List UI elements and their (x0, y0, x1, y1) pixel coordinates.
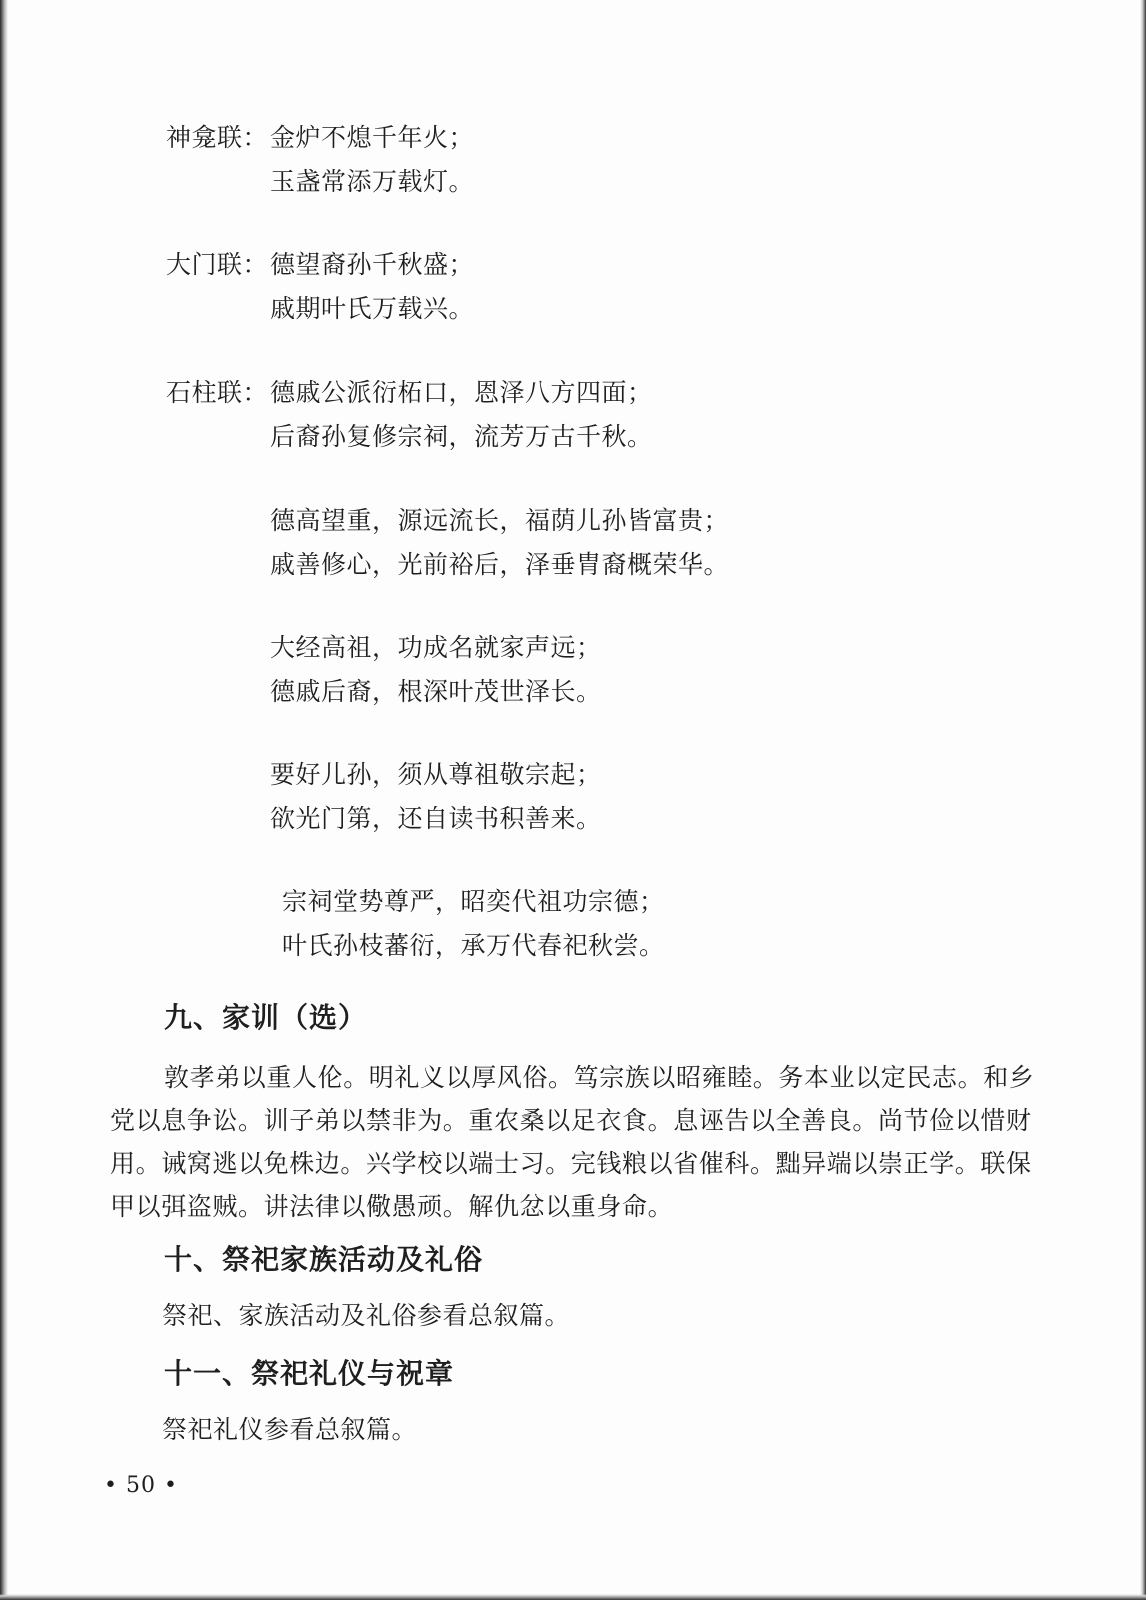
couplet-extra-3-line1: 要好儿孙，须从尊祖敬宗起； (270, 760, 602, 789)
scan-edge-left (0, 0, 8, 1600)
section-heading-jisi-huodong: 十、祭祀家族活动及礼俗 (164, 1243, 484, 1276)
section-heading-jisi-liyi: 十一、祭祀礼仪与祝章 (164, 1357, 455, 1390)
couplet-extra-3-line2: 欲光门第，还自读书积善来。 (270, 804, 602, 833)
couplet-extra-1-line1: 德高望重，源远流长，福荫儿孙皆富贵； (270, 506, 730, 535)
page-number: • 50 • (104, 1473, 178, 1498)
couplet-label: 大门联： (166, 250, 269, 279)
section-body-jisi-huodong: 祭祀、家族活动及礼俗参看总叙篇。 (162, 1301, 571, 1330)
couplet-label: 石柱联： (166, 378, 269, 407)
couplet-extra-4-line2: 叶氏孙枝蕃衍，承万代春祀秋尝。 (282, 931, 665, 960)
couplet-shizhu-line1 (166, 377, 653, 409)
couplet-extra-4-line1: 宗祠堂势尊严，昭奕代祖功宗德； (282, 887, 665, 916)
section-body-jiaxun: 敦孝弟以重人伦。明礼义以厚风俗。笃宗族以昭雍睦。务本业以定民志。和乡党以息争讼。训子弟以禁非为。重农桑以足衣食。息诬告以全善良。尚节俭以惜财用。诫窝逃以免株边。兴学校以端士习。完钱粮以省催科。黜异端以崇正学。联保甲以弭盗贼。讲法律以儆愚顽。解仇忿以重身命。 (110, 1063, 1035, 1221)
scan-edge-right (1140, 0, 1146, 1600)
couplet-extra-2-line2: 德戚后裔，根深叶茂世泽长。 (270, 677, 602, 706)
couplet-extra-2-line1: 大经高祖，功成名就家声远； (270, 633, 602, 662)
couplet-extra-1-line2: 戚善修心，光前裕后，泽垂胄裔概荣华。 (270, 550, 730, 579)
couplet-label: 神龛联： (166, 123, 269, 152)
couplet-damen-line1 (166, 249, 474, 281)
section-body-jisi-liyi: 祭祀礼仪参看总叙篇。 (162, 1415, 418, 1444)
couplet-text: 德望裔孙千秋盛； (270, 250, 475, 279)
couplet-text: 德戚公派衍柘口，恩泽八方四面； (270, 378, 653, 407)
couplet-damen-line2: 戚期叶氏万载兴。 (270, 294, 475, 323)
section-heading-jiaxun: 九、家训（选） (164, 1001, 368, 1034)
couplet-shenkan-line1 (166, 122, 474, 154)
couplet-text: 金炉不熄千年火； (270, 123, 475, 152)
couplet-shizhu-line2: 后裔孙复修宗祠，流芳万古千秋。 (270, 422, 653, 451)
scan-edge-bottom (0, 1594, 1146, 1600)
couplet-shenkan-line2: 玉盏常添万载灯。 (270, 167, 475, 196)
